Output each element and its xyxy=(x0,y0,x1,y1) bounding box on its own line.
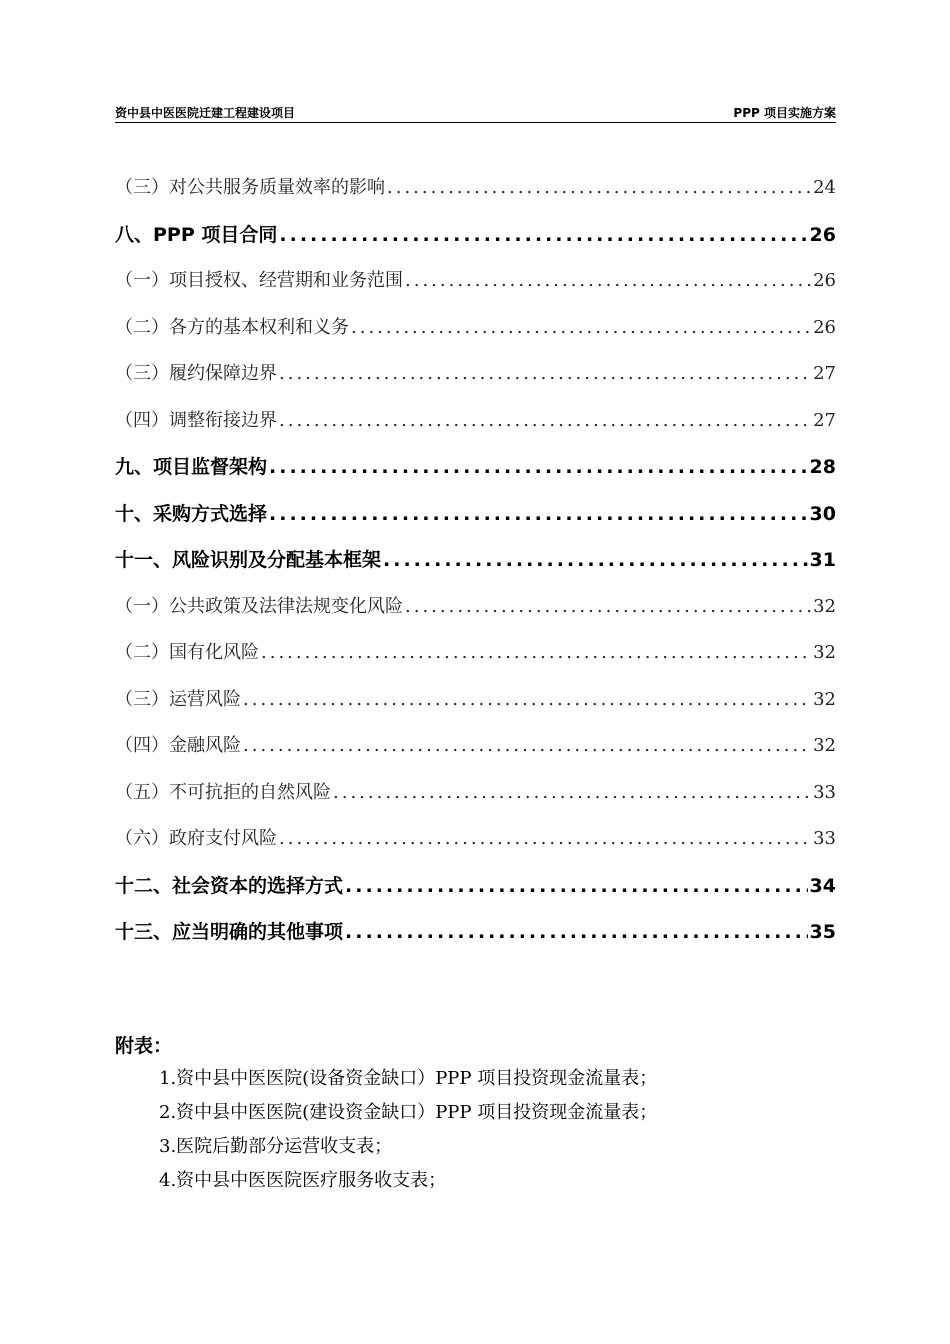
toc-entry-page-number: 26 xyxy=(813,316,836,338)
toc-entry-page-number: 32 xyxy=(813,688,836,710)
page-header xyxy=(115,104,836,123)
toc-dot-leader xyxy=(405,261,811,301)
toc-entry-page-number: 31 xyxy=(809,549,836,571)
toc-entry-page-number: 26 xyxy=(813,270,836,291)
toc-entry[interactable] xyxy=(115,587,836,634)
toc-entry-page-number: 32 xyxy=(813,595,836,617)
toc-entry[interactable] xyxy=(115,168,836,215)
toc-dot-leader xyxy=(345,912,808,952)
toc-entry-title: 八、PPP 项目合同 xyxy=(115,223,278,246)
table-of-contents xyxy=(115,168,836,959)
toc-entry-page-number: 26 xyxy=(809,223,836,246)
toc-entry[interactable] xyxy=(115,354,836,401)
toc-entry[interactable] xyxy=(115,680,836,727)
toc-dot-leader xyxy=(333,773,811,813)
toc-dot-leader xyxy=(269,494,808,534)
toc-entry-title: （二）国有化风险 xyxy=(115,642,259,663)
toc-entry-page-number: 34 xyxy=(809,874,836,897)
appendix-item: 3.医院后勤部分运营收支表； xyxy=(159,1136,393,1157)
toc-entry-page-number: 27 xyxy=(813,363,836,384)
header-document-type: PPP 项目实施方案 xyxy=(733,106,836,120)
toc-dot-leader xyxy=(279,215,807,255)
toc-entry-page-number: 33 xyxy=(813,781,836,803)
toc-entry-page-number: 30 xyxy=(809,502,836,525)
toc-entry-page-number: 32 xyxy=(813,735,836,756)
toc-entry-page-number: 27 xyxy=(813,409,836,431)
toc-entry[interactable] xyxy=(115,912,836,959)
toc-entry-title: （二）各方的基本权利和义务 xyxy=(115,316,349,338)
toc-entry-title: 十、采购方式选择 xyxy=(115,502,268,525)
appendix-title: 附表： xyxy=(115,1035,173,1057)
toc-dot-leader xyxy=(243,680,811,720)
toc-entry[interactable] xyxy=(115,215,836,262)
toc-dot-leader xyxy=(243,726,811,766)
toc-entry[interactable] xyxy=(115,261,836,308)
toc-entry-title: （三）运营风险 xyxy=(115,688,241,710)
toc-entry-title: 十三、应当明确的其他事项 xyxy=(115,921,344,943)
toc-entry[interactable] xyxy=(115,401,836,448)
toc-dot-leader xyxy=(261,633,811,673)
toc-dot-leader xyxy=(387,168,811,208)
toc-dot-leader xyxy=(279,401,811,441)
toc-entry[interactable] xyxy=(115,866,836,913)
toc-entry[interactable] xyxy=(115,726,836,773)
toc-dot-leader xyxy=(279,819,811,859)
toc-entry[interactable] xyxy=(115,447,836,494)
toc-dot-leader xyxy=(345,866,808,906)
toc-dot-leader xyxy=(279,354,811,394)
toc-entry[interactable] xyxy=(115,540,836,587)
toc-entry-title: （三）履约保障边界 xyxy=(115,363,277,384)
toc-entry[interactable] xyxy=(115,819,836,866)
toc-entry-page-number: 35 xyxy=(809,921,836,943)
appendix-item: 2.资中县中医医院(建设资金缺口）PPP 项目投资现金流量表； xyxy=(159,1102,658,1123)
toc-entry-title: 十二、社会资本的选择方式 xyxy=(115,874,344,897)
appendix-item: 1.资中县中医医院(设备资金缺口）PPP 项目投资现金流量表； xyxy=(159,1068,658,1089)
toc-dot-leader xyxy=(351,308,811,348)
toc-entry[interactable] xyxy=(115,308,836,355)
toc-entry[interactable] xyxy=(115,773,836,820)
toc-entry-title: 九、项目监督架构 xyxy=(115,456,268,478)
appendix-section xyxy=(115,1030,836,1198)
toc-entry-page-number: 32 xyxy=(813,642,836,663)
toc-entry-title: （三）对公共服务质量效率的影响 xyxy=(115,177,385,198)
appendix-item: 4.资中县中医医院医疗服务收支表； xyxy=(159,1170,447,1191)
toc-entry[interactable] xyxy=(115,633,836,680)
toc-entry-title: （四）调整衔接边界 xyxy=(115,409,277,431)
toc-entry-title: （六）政府支付风险 xyxy=(115,828,277,849)
toc-entry-title: 十一、风险识别及分配基本框架 xyxy=(115,549,382,571)
appendix-list xyxy=(115,1062,836,1198)
header-project-name: 资中县中医医院迁建工程建设项目 xyxy=(115,106,296,120)
toc-dot-leader xyxy=(269,447,808,487)
toc-dot-leader xyxy=(405,587,811,627)
toc-entry-page-number: 28 xyxy=(809,456,836,478)
toc-entry-title: （五）不可抗拒的自然风险 xyxy=(115,781,331,803)
toc-entry-page-number: 33 xyxy=(813,828,836,849)
toc-dot-leader xyxy=(383,540,808,580)
toc-entry-title: （四）金融风险 xyxy=(115,735,241,756)
toc-entry[interactable] xyxy=(115,494,836,541)
toc-entry-title: （一）项目授权、经营期和业务范围 xyxy=(115,270,403,291)
toc-entry-title: （一）公共政策及法律法规变化风险 xyxy=(115,595,403,617)
toc-entry-page-number: 24 xyxy=(813,177,836,198)
